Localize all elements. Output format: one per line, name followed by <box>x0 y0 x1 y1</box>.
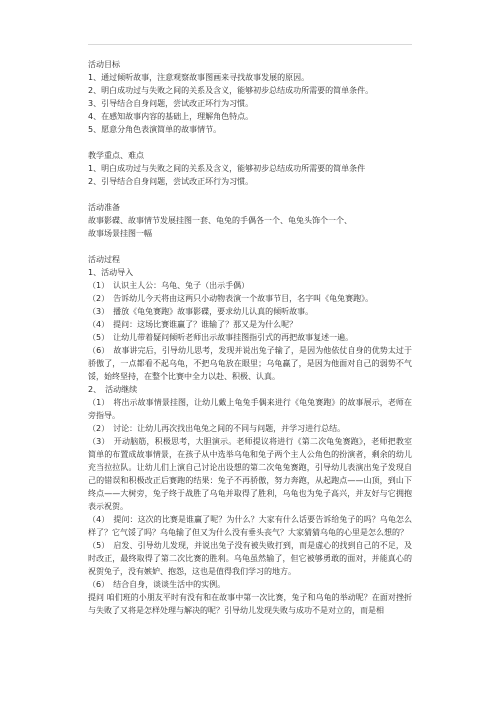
section-title-preparation: 活动准备 <box>88 203 120 212</box>
objective-item: 1、通过倾听故事，注意观察故事图画来寻找故事发展的原因。 <box>88 73 310 82</box>
header-rule <box>88 44 412 45</box>
process-step: （2） 讨论：让幼儿再次找出龟兔之间的不同与问题，并学习进行总结。 <box>88 424 346 433</box>
process-heading: 1、活动导入 <box>88 268 134 277</box>
process-step: （6） 结合自身，谈谈生活中的实例。 <box>88 580 226 589</box>
process-step: （2） 告诉幼儿今天将由这两只小动物表演一个故事节目，名字叫《龟兔赛跑》。 <box>88 294 374 303</box>
process-step: （6） 故事讲完后，引导幼儿思考，发现并说出兔子输了，是因为他依仗自身的优势太过于骄傲了，一点都看不起乌龟，不把乌龟放在眼里；乌龟赢了，是因为他面对自己的弱势不气馁，始终坚持，在整个比赛中全力以赴、积极、认真。 <box>88 346 412 381</box>
process-step: （3） 播放《龟兔赛跑》故事影碟，要求幼儿认真的倾听故事。 <box>88 307 314 316</box>
key-point-item: 1、明白成功过与失败之间的关系及含义，能够初步总结成功所需要的简单条件 <box>88 164 366 173</box>
objective-item: 5、愿意分角色表演简单的故事情节。 <box>88 125 222 134</box>
process-step: （4） 提问：这场比赛谁赢了？谁输了？那又是为什么呢？ <box>88 320 298 329</box>
section-title-key-points: 教学重点、难点 <box>88 151 144 160</box>
objective-item: 3、引导结合自身问题，尝试改正坏行为习惯。 <box>88 99 254 108</box>
objective-item: 4、在感知故事内容的基础上，理解角色特点。 <box>88 112 254 121</box>
key-point-item: 2、引导结合自身问题，尝试改正坏行为习惯。 <box>88 177 254 186</box>
section-title-objectives: 活动目标 <box>88 60 120 69</box>
process-step: （5） 让幼儿带着疑问倾听老师出示故事挂图指引式的再把故事复述一遍。 <box>88 333 354 342</box>
preparation-item: 故事影碟、故事情节发展挂图一套、龟兔的手偶各一个、龟兔头饰个一个、 <box>88 216 352 225</box>
preparation-item: 故事场景挂图一幅 <box>88 229 152 238</box>
process-step: （1） 将出示故事情景挂图，让幼儿戴上龟兔手偶来进行《龟兔赛跑》的故事展示，老师在旁指导。 <box>88 398 412 420</box>
process-step: （1） 认识主人公：乌龟、兔子（出示手偶） <box>88 281 250 290</box>
process-heading: 2、 活动继续 <box>88 385 138 394</box>
lesson-plan-body <box>88 58 412 617</box>
process-step: （5） 启发、引导幼儿发现，并说出兔子没有被失败打到，而是虚心的找到自己的不足，及时改正，最终取得了第二次比赛的胜利。乌龟虽然输了，但它被够勇敢的面对，并能真心的祝贺兔子，没有嫉妒、抱怨，这也是值得我们学习的地方。 <box>88 541 412 576</box>
process-step: （3） 开动脑筋，积极思考，大胆演示。老师提议将进行《第二次龟兔赛跑》，老师把教室简单的布置成故事情景，在孩子从中选举乌龟和兔子两个主人公角色的扮演者，剩余的幼儿充当拉拉队。让幼儿们上演自己讨论出设想的第二次龟兔赛跑，引导幼儿表演出兔子发现自己的错误和积极改正后赛跑的结果：兔子不再骄傲，努力奔跑，从起跑点——山顶，到山下终点——大树旁，兔子终于战胜了乌龟并取得了胜利，乌龟也为兔子高兴，并友好与它拥抱表示祝贺。 <box>88 437 412 511</box>
section-title-process: 活动过程 <box>88 255 120 264</box>
process-step: 提问 咱们班的小朋友平时有没有和在故事中第一次比赛，兔子和乌龟的举动呢？在面对挫折与失败了又将是怎样处理与解决的呢？引导幼儿发现失败与成功不是对立的，而是相 <box>88 593 412 615</box>
objective-item: 2、明白成功过与失败之间的关系及含义，能够初步总结成功所需要的简单条件。 <box>88 86 374 95</box>
process-step: （4） 提问：这次的比赛是谁赢了呢？为什么？大家有什么话要告诉给兔子的吗？乌龟怎么样了？它气馁了吗？乌龟输了但又为什么没有垂头丧气？大家猜猜乌龟的心里是怎么想的？ <box>88 515 412 537</box>
